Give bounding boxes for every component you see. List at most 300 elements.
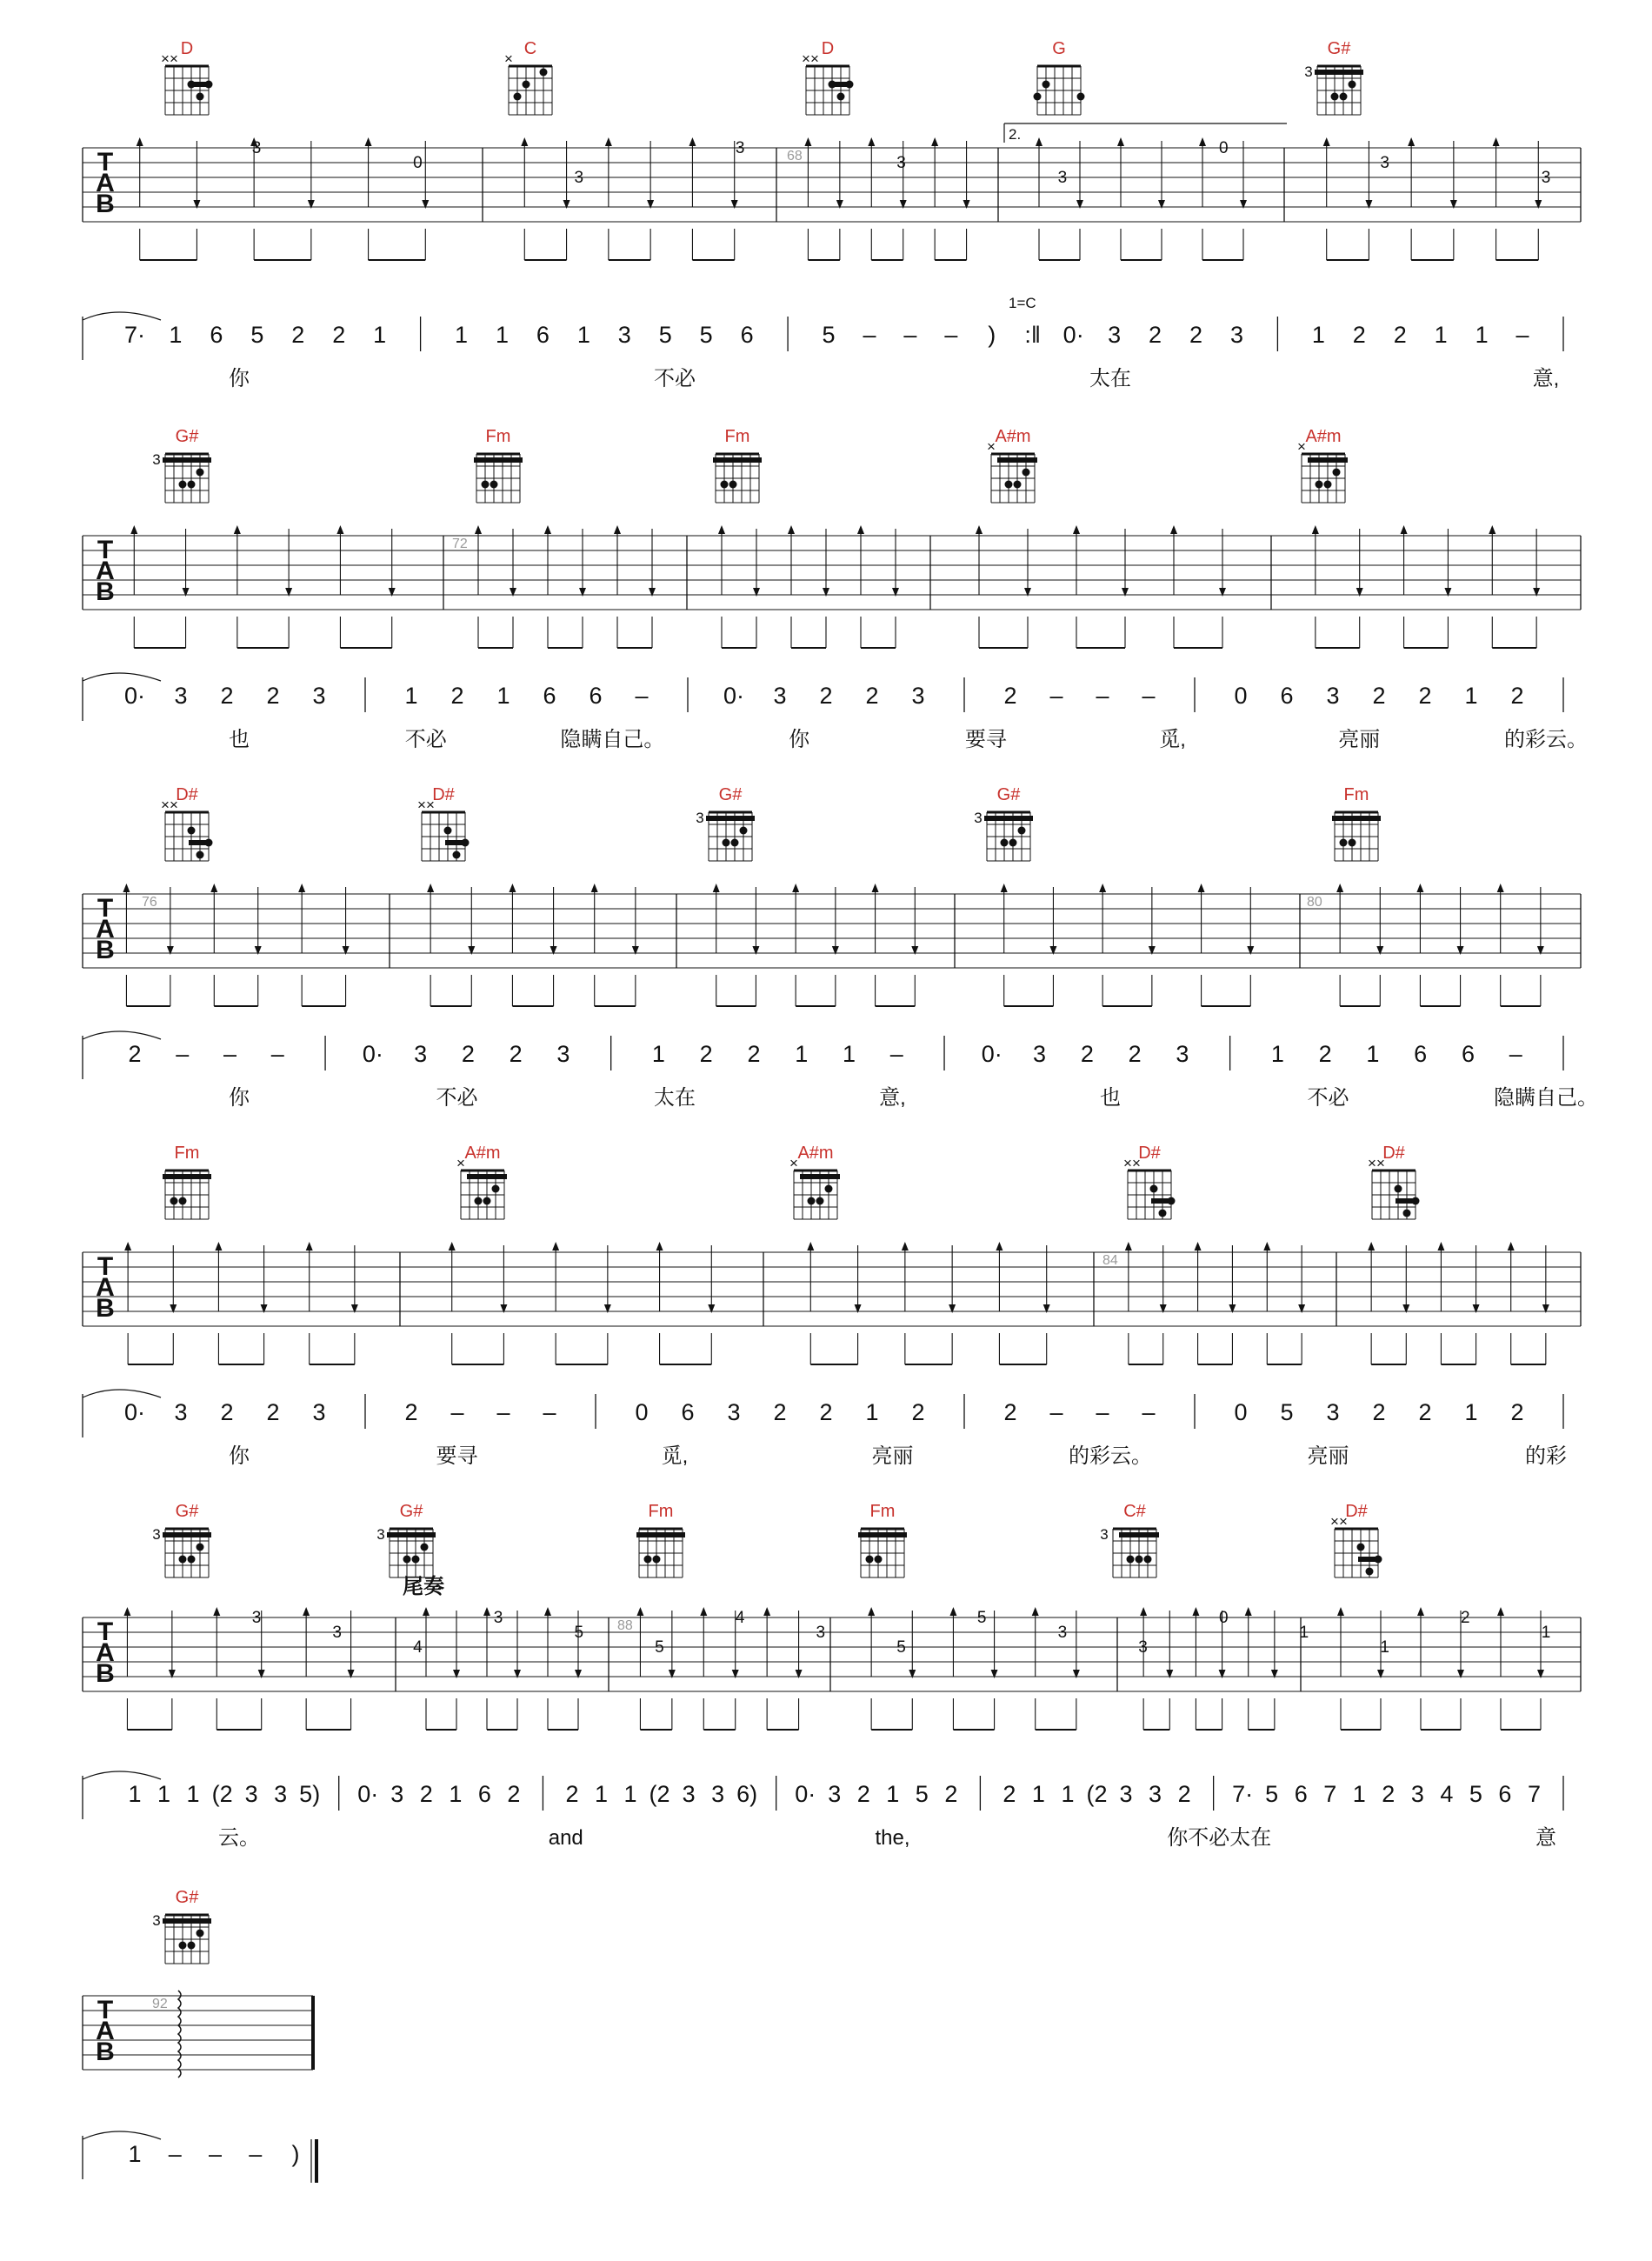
lyric-word: 亮丽 — [871, 1444, 914, 1468]
chord-barre — [858, 1532, 907, 1537]
strum-down-arrow — [1202, 141, 1247, 260]
jianpu-note: 1 — [795, 1041, 809, 1067]
arrow-head — [475, 525, 482, 534]
jianpu-note: 6 — [1461, 1041, 1475, 1067]
chord-diagram-g — [1034, 39, 1085, 115]
jianpu-note: 2 — [911, 1399, 925, 1425]
chord-dot — [179, 481, 187, 489]
jianpu-note: 2 — [1003, 683, 1017, 709]
jianpu-note: 2 — [856, 1781, 870, 1807]
chord-name: Fm — [174, 1144, 200, 1163]
chord-diagram-gsharp — [152, 1888, 211, 1964]
arrow-head — [423, 1607, 430, 1616]
chord-dot — [1136, 1556, 1143, 1564]
tie-arc — [83, 673, 161, 681]
arrow-head — [1195, 1242, 1202, 1251]
chord-dot — [1349, 81, 1356, 89]
chord-diagram-c — [504, 39, 552, 115]
jianpu-note: 3 — [244, 1781, 258, 1807]
tab-fret-number: 3 — [735, 139, 745, 157]
jianpu-note: 1 — [128, 1781, 142, 1807]
chord-dot — [197, 1930, 204, 1938]
chord-dot — [483, 1197, 491, 1205]
jianpu-note: 1 — [1464, 683, 1478, 709]
strum-down-arrow — [214, 887, 261, 1006]
jianpu-note: 6 — [536, 322, 550, 348]
jianpu-note: 1 — [842, 1041, 856, 1067]
jianpu-note: 5 — [250, 322, 264, 348]
strum-down-arrow — [1143, 1611, 1173, 1730]
chord-position: 3 — [376, 1526, 385, 1543]
arrow-head — [1497, 884, 1504, 892]
jianpu-note: 2 — [1510, 683, 1524, 709]
arrow-head — [689, 137, 696, 146]
strum-down-arrow — [1501, 1611, 1544, 1730]
lyric-word: and — [548, 1826, 583, 1850]
strum-up-arrow — [137, 137, 143, 260]
strum-up-arrow — [215, 1242, 222, 1364]
arrow-head — [1408, 137, 1415, 146]
arrow-head — [1497, 1607, 1504, 1616]
jianpu-note: – — [1142, 683, 1156, 709]
chord-dot — [740, 827, 748, 835]
arrow-head — [1323, 137, 1330, 146]
arrow-head — [427, 884, 434, 892]
tab-clef-letter: A — [96, 915, 115, 944]
jianpu-note: – — [543, 1399, 556, 1425]
tab-fret-number: 3 — [896, 154, 906, 172]
jianpu-note: 2 — [509, 1041, 523, 1067]
jianpu-note: 3 — [274, 1781, 288, 1807]
chord-barre — [474, 457, 523, 463]
lyric-word: 隐瞒自己。 — [560, 728, 665, 751]
chord-name: G# — [175, 1888, 199, 1907]
jianpu-note: 0· — [723, 683, 745, 709]
chord-mute: × — [987, 438, 996, 455]
strum-up-arrow — [1312, 525, 1319, 648]
strum-up-arrow — [1140, 1607, 1147, 1730]
strum-up-arrow — [1368, 1242, 1375, 1364]
chord-dot — [723, 839, 730, 847]
tab-clef-letter: B — [96, 1294, 115, 1323]
strum-up-arrow — [1199, 137, 1206, 260]
jianpu-note: 2 — [1418, 1399, 1432, 1425]
strum-up-arrow — [763, 1607, 770, 1730]
jianpu-note: 5) — [299, 1781, 321, 1807]
arrow-head — [1192, 1607, 1199, 1616]
tab-fret-number: 3 — [493, 1609, 503, 1627]
strum-up-arrow — [605, 137, 612, 260]
tab-staff — [83, 137, 1581, 260]
arrow-head — [1312, 525, 1319, 534]
strum-down-arrow — [216, 1611, 264, 1730]
lyric-word: 隐瞒自己。 — [1494, 1086, 1598, 1110]
strum-down-arrow — [1249, 1611, 1278, 1730]
lyric-word: 觅, — [1159, 728, 1186, 751]
jianpu-note: 6 — [681, 1399, 695, 1425]
arrow-head — [1245, 1607, 1252, 1616]
volta-label: 2. — [1009, 126, 1022, 143]
strum-up-arrow — [718, 525, 725, 648]
chord-barre — [1332, 816, 1381, 821]
chord-dot — [1042, 81, 1050, 89]
jianpu-note: 2 — [450, 683, 464, 709]
lyric-word: 你 — [789, 728, 810, 751]
jianpu-note: 1 — [1434, 322, 1448, 348]
lyric-word: 意 — [1535, 1826, 1556, 1850]
chord-dot — [197, 93, 204, 101]
measure-number: 76 — [142, 895, 157, 910]
chord-mute: × — [1123, 1155, 1132, 1171]
jianpu-note: 2 — [1382, 1781, 1396, 1807]
jianpu-note: 2 — [1189, 322, 1203, 348]
chord-diagram-asharpm — [1297, 427, 1348, 503]
strum-down-arrow — [1420, 887, 1463, 1006]
chord-diagram-dsharp — [1368, 1144, 1419, 1219]
jianpu-note: 6 — [589, 683, 603, 709]
tab-fret-number: 1 — [1299, 1624, 1309, 1642]
chord-name: Fm — [724, 427, 750, 446]
strum-up-arrow — [857, 525, 864, 648]
chord-dot — [1333, 469, 1341, 477]
jianpu-note: :‖ — [1024, 322, 1042, 348]
strum-up-arrow — [234, 525, 241, 648]
jianpu-note: 2 — [1149, 322, 1162, 348]
strum-up-arrow — [1195, 1242, 1202, 1364]
strum-down-arrow — [953, 1611, 997, 1730]
jianpu-note: – — [450, 1399, 464, 1425]
jianpu-note: 6 — [1414, 1041, 1428, 1067]
chord-mute: × — [426, 797, 435, 813]
strum-up-arrow — [807, 1242, 814, 1364]
jianpu-note: 3 — [390, 1781, 404, 1807]
jianpu-note: 2 — [819, 1399, 833, 1425]
lyric-word: 要寻 — [436, 1444, 478, 1468]
strum-down-arrow — [512, 887, 556, 1006]
jianpu-note: 3 — [1149, 1781, 1162, 1807]
chord-dot — [731, 839, 739, 847]
strum-down-arrow — [487, 1611, 521, 1730]
strum-up-arrow — [1408, 137, 1415, 260]
jianpu-note: – — [1096, 1399, 1109, 1425]
strum-up-arrow — [423, 1607, 430, 1730]
strum-down-arrow — [1501, 887, 1544, 1006]
lyric-word: 云。 — [218, 1826, 260, 1850]
jianpu-note: 6 — [1280, 683, 1294, 709]
jianpu-note: 2 — [699, 1041, 713, 1067]
tab-clef-letter: A — [96, 169, 115, 197]
strum-up-arrow — [1417, 1607, 1424, 1730]
chord-dot — [475, 1197, 483, 1205]
arrow-head — [1401, 525, 1408, 534]
chord-dot — [846, 81, 854, 89]
lyric-word: 意, — [1532, 367, 1560, 390]
strum-down-arrow — [791, 529, 829, 648]
lyric-word: the, — [875, 1826, 910, 1850]
lyric-word: 不必 — [404, 728, 447, 751]
chord-dot — [721, 481, 729, 489]
chord-dot — [1340, 93, 1348, 101]
measure-number: 68 — [787, 149, 803, 163]
arrow-head — [521, 137, 528, 146]
chord-name: D# — [176, 785, 198, 804]
arrow-head — [872, 884, 879, 892]
strum-up-arrow — [306, 1242, 313, 1364]
arrow-head — [1337, 1607, 1344, 1616]
arrow-head — [1199, 137, 1206, 146]
arrow-head — [1493, 137, 1500, 146]
jianpu-line — [83, 2131, 300, 2179]
chord-dot — [1150, 1185, 1158, 1193]
chord-dot — [453, 851, 461, 859]
chord-diagram-fm — [636, 1502, 685, 1577]
jianpu-note: 2 — [819, 683, 833, 709]
chord-diagram-fm — [1332, 785, 1381, 861]
arrow-head — [591, 884, 598, 892]
strum-down-arrow — [1267, 1245, 1305, 1364]
strum-up-arrow — [1497, 884, 1504, 1006]
jianpu-note: 6 — [543, 683, 556, 709]
chord-diagram-dsharp — [417, 785, 469, 861]
chord-name: Fm — [1343, 785, 1369, 804]
chord-barre — [997, 457, 1037, 463]
tab-fret-number: 3 — [816, 1624, 826, 1642]
chord-dot — [482, 481, 490, 489]
jianpu-note: – — [889, 1041, 903, 1067]
strum-down-arrow — [1076, 529, 1129, 648]
arrow-head — [234, 525, 241, 534]
arrow-head — [449, 1242, 456, 1251]
lyric-word: 你 — [229, 1086, 250, 1110]
chord-dot — [188, 1556, 196, 1564]
jianpu-note: 3 — [312, 683, 326, 709]
chord-mute: × — [1339, 1513, 1348, 1530]
jianpu-note: 3 — [174, 1399, 188, 1425]
arrow-head — [1263, 1242, 1270, 1251]
jianpu-note: 0 — [1234, 1399, 1248, 1425]
strum-down-arrow — [302, 887, 349, 1006]
tab-staff — [83, 1242, 1581, 1364]
strum-up-arrow — [949, 1607, 956, 1730]
jianpu-note: 2 — [565, 1781, 579, 1807]
measure-number: 72 — [452, 537, 468, 551]
chord-name: D — [821, 39, 835, 58]
jianpu-note: 3 — [1108, 322, 1122, 348]
jianpu-note: 7· — [1232, 1781, 1254, 1807]
strum-up-arrow — [544, 525, 551, 648]
tab-staff — [83, 525, 1581, 648]
chord-diagram-d — [161, 39, 212, 115]
strum-up-arrow — [1337, 1607, 1344, 1730]
jianpu-note: 3 — [1176, 1041, 1189, 1067]
chord-barre — [706, 816, 755, 821]
jianpu-note: 2 — [332, 322, 346, 348]
jianpu-note: 3 — [1410, 1781, 1424, 1807]
jianpu-note: (2 — [211, 1781, 233, 1807]
chord-dot — [197, 1544, 204, 1551]
strum-down-arrow — [660, 1245, 716, 1364]
chord-dot — [540, 69, 548, 77]
tab-fret-number: 0 — [413, 154, 423, 172]
chord-dot — [179, 1197, 187, 1205]
chord-dot — [1001, 839, 1009, 847]
chord-name: D# — [1138, 1144, 1161, 1163]
jianpu-note: 0· — [123, 1399, 146, 1425]
strum-down-arrow — [999, 1245, 1049, 1364]
jianpu-note: 1 — [455, 322, 469, 348]
chord-dot — [188, 827, 196, 835]
lyric-word: 的彩云。 — [1504, 728, 1588, 751]
tab-fret-number: 1 — [1541, 1624, 1551, 1642]
jianpu-note: 3 — [727, 1399, 741, 1425]
chord-barre — [163, 1918, 211, 1924]
chord-diagram-dsharp — [1330, 1502, 1382, 1577]
jianpu-line — [83, 1031, 1563, 1079]
jianpu-note: 1 — [623, 1781, 637, 1807]
arrow-head — [298, 884, 305, 892]
strum-up-arrow — [1192, 1607, 1199, 1730]
chord-mute: × — [170, 797, 178, 813]
strum-up-arrow — [552, 1242, 559, 1364]
jianpu-note: – — [208, 2141, 223, 2167]
jianpu-note: 2 — [747, 1041, 761, 1067]
lyrics-line — [218, 1826, 1556, 1850]
lyric-word: 不必 — [654, 367, 696, 390]
arrow-head — [1368, 1242, 1375, 1251]
jianpu-note: 3 — [911, 683, 925, 709]
jianpu-note: 1 — [1061, 1781, 1075, 1807]
lyric-word: 不必 — [1307, 1086, 1349, 1110]
chord-barre — [1308, 457, 1348, 463]
measure-number: 88 — [617, 1618, 633, 1633]
jianpu-note: 3 — [556, 1041, 570, 1067]
jianpu-note: 5 — [1265, 1781, 1279, 1807]
jianpu-note: 6) — [736, 1781, 758, 1807]
chord-diagram-gsharp — [376, 1502, 436, 1577]
strum-down-arrow — [1198, 1245, 1236, 1364]
lyric-word: 不必 — [436, 1086, 478, 1110]
jianpu-note: 2 — [507, 1781, 521, 1807]
jianpu-note: 1 — [495, 322, 510, 348]
chord-dot — [188, 481, 196, 489]
chord-dot — [205, 839, 213, 847]
jianpu-note: – — [1049, 1399, 1063, 1425]
strum-down-arrow — [1496, 141, 1542, 260]
chord-dot — [825, 1185, 833, 1193]
arrow-head — [1125, 1242, 1132, 1251]
jianpu-note: 6 — [1498, 1781, 1512, 1807]
strum-up-arrow — [636, 1607, 643, 1730]
strum-down-arrow — [767, 1611, 802, 1730]
chord-dot — [490, 481, 498, 489]
arrow-head — [614, 525, 621, 534]
jianpu-note: 1 — [373, 322, 387, 348]
chord-dot — [492, 1185, 500, 1193]
tab-staff — [83, 884, 1581, 1006]
tab-fret-number: 3 — [1138, 1638, 1148, 1657]
chord-dot — [1127, 1556, 1135, 1564]
section-label: 尾奏 — [403, 1575, 444, 1598]
chord-mute: × — [802, 50, 810, 67]
jianpu-note: 1 — [886, 1781, 900, 1807]
chord-dot — [1005, 481, 1013, 489]
jianpu-note: 3 — [312, 1399, 326, 1425]
chord-name: A#m — [464, 1144, 501, 1163]
strum-down-arrow — [128, 1245, 177, 1364]
chord-dot — [412, 1556, 420, 1564]
arrow-head — [1170, 525, 1177, 534]
tie-arc — [83, 1031, 161, 1039]
tab-fret-number: 0 — [1218, 1609, 1229, 1627]
arrow-head — [713, 884, 720, 892]
lyric-word: 要寻 — [964, 728, 1007, 751]
strum-up-arrow — [1099, 884, 1106, 1006]
chord-name: A#m — [995, 427, 1031, 446]
chord-barre — [984, 816, 1033, 821]
lyric-word: 意, — [879, 1086, 906, 1110]
jianpu-note: 0· — [795, 1781, 816, 1807]
chord-mute: × — [456, 1155, 465, 1171]
jianpu-note: 2 — [128, 1041, 142, 1067]
strum-up-arrow — [1263, 1242, 1270, 1364]
chord-name: G# — [718, 785, 743, 804]
strum-up-arrow — [336, 525, 343, 648]
chord-dot — [179, 1556, 187, 1564]
chord-position: 3 — [974, 810, 983, 826]
strum-up-arrow — [1497, 1607, 1504, 1730]
jianpu-note: 1 — [186, 1781, 200, 1807]
jianpu-note: – — [249, 2141, 263, 2167]
arrow-head — [123, 1607, 130, 1616]
chord-diagram-asharpm — [987, 427, 1037, 503]
arrow-head — [949, 1607, 956, 1616]
measure-number: 80 — [1307, 895, 1322, 910]
jianpu-note: 2 — [1352, 322, 1366, 348]
strum-down-arrow — [905, 1245, 956, 1364]
chord-dot — [866, 1556, 874, 1564]
jianpu-note: 5 — [699, 322, 713, 348]
jianpu-note: 3 — [1326, 1399, 1340, 1425]
arrow-head — [636, 1607, 643, 1616]
strum-up-arrow — [792, 884, 799, 1006]
strum-down-arrow — [871, 1611, 916, 1730]
arrow-head — [976, 525, 983, 534]
chord-diagram-fm — [858, 1502, 907, 1577]
arrow-head — [857, 525, 864, 534]
strum-down-arrow — [1202, 887, 1255, 1006]
jianpu-note: 1 — [1270, 1041, 1284, 1067]
strum-down-arrow — [1004, 887, 1057, 1006]
chord-dot — [644, 1556, 652, 1564]
tab-clef-letter: T — [97, 894, 114, 923]
tab-clef-letter: A — [96, 557, 115, 585]
strum-up-arrow — [509, 884, 516, 1006]
chord-name: D# — [432, 785, 455, 804]
chord-dot — [179, 1942, 187, 1950]
arrow-head — [1140, 1607, 1147, 1616]
tab-fret-number: 4 — [413, 1638, 423, 1657]
chord-diagram-gsharp — [696, 785, 755, 861]
chord-diagram-dsharp — [1123, 1144, 1175, 1219]
jianpu-note: – — [223, 1041, 237, 1067]
chord-dot — [816, 1197, 824, 1205]
strum-up-arrow — [1117, 137, 1124, 260]
strum-up-arrow — [303, 1607, 310, 1730]
strum-down-arrow — [692, 141, 737, 260]
chord-position: 3 — [1304, 63, 1313, 80]
strum-down-arrow — [1371, 1245, 1409, 1364]
lyrics-line — [229, 1444, 1567, 1468]
